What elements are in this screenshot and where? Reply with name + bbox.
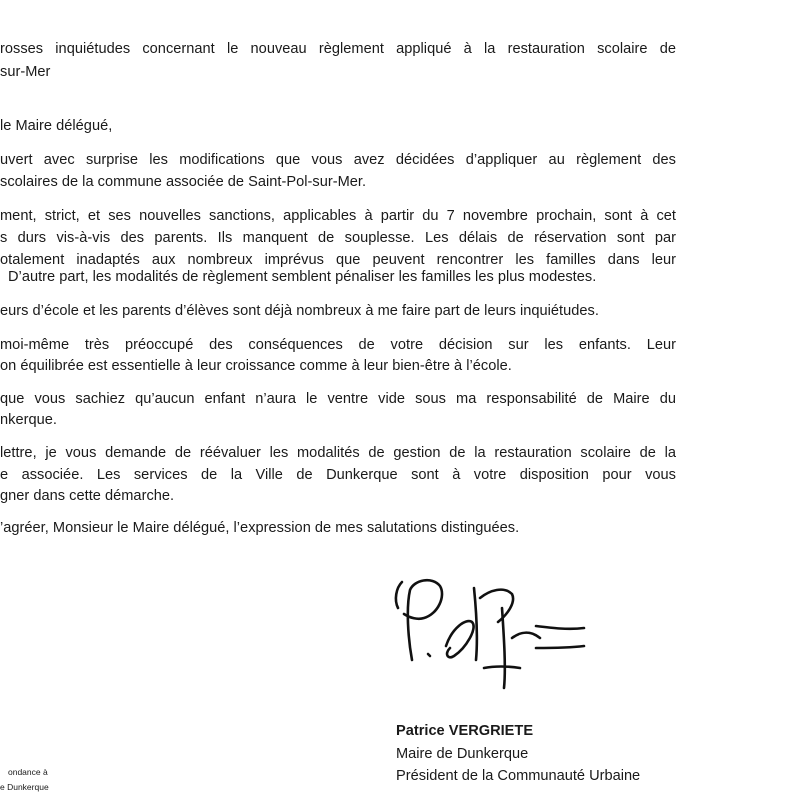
- letter-line: D’autre part, les modalités de règlement semblent pénaliser les familles les plus modestes.: [8, 269, 597, 285]
- letter-salutation: le Maire délégué,: [0, 118, 113, 134]
- letter-line: ment, strict, et ses nouvelles sanctions, applicables à partir du 7 novembre prochain, sont à cet: [0, 208, 676, 224]
- letter-line: nkerque.: [0, 412, 57, 428]
- letter-line: otalement inadaptés aux nombreux imprévus que peuvent rencontrer les familles dans leur: [0, 252, 676, 268]
- footer-text: ondance à: [8, 767, 48, 777]
- letter-line: on équilibrée est essentielle à leur croissance comme à leur bien-être à l’école.: [0, 358, 512, 374]
- footer-text: e Dunkerque: [0, 782, 49, 792]
- signatory-role: Président de la Communauté Urbaine: [396, 768, 641, 784]
- letter-line: rosses inquiétudes concernant le nouveau règlement appliqué à la restauration scolaire de: [0, 41, 676, 57]
- letter-line: e associée. Les services de la Ville de Dunkerque sont à votre disposition pour vous: [0, 467, 676, 483]
- letter-line: moi-même très préoccupé des conséquences de votre décision sur les enfants. Leur: [0, 337, 676, 353]
- letter-line: scolaires de la commune associée de Saint-Pol-sur-Mer.: [0, 174, 367, 190]
- letter-closing: ’agréer, Monsieur le Maire délégué, l’expression de mes salutations distinguées.: [0, 520, 520, 536]
- letter-line: s durs vis-à-vis des parents. Ils manquent de souplesse. Les délais de réservation sont par: [0, 230, 676, 246]
- letter-line: sur-Mer: [0, 64, 51, 80]
- letter-line: eurs d’école et les parents d’élèves sont déjà nombreux à me faire part de leurs inquiétudes.: [0, 303, 599, 319]
- letter-line: que vous sachiez qu’aucun enfant n’aura le ventre vide sous ma responsabilité de Maire du: [0, 391, 676, 407]
- signatory-name: Patrice VERGRIETE: [396, 723, 534, 739]
- signatory-role: Maire de Dunkerque: [396, 746, 529, 762]
- handwritten-signature: [380, 568, 590, 696]
- letter-line: uvert avec surprise les modifications que vous avez décidées d’appliquer au règlement des: [0, 152, 676, 168]
- letter-line: gner dans cette démarche.: [0, 488, 175, 504]
- letter-line: lettre, je vous demande de réévaluer les modalités de gestion de la restauration scolaire de la: [0, 445, 676, 461]
